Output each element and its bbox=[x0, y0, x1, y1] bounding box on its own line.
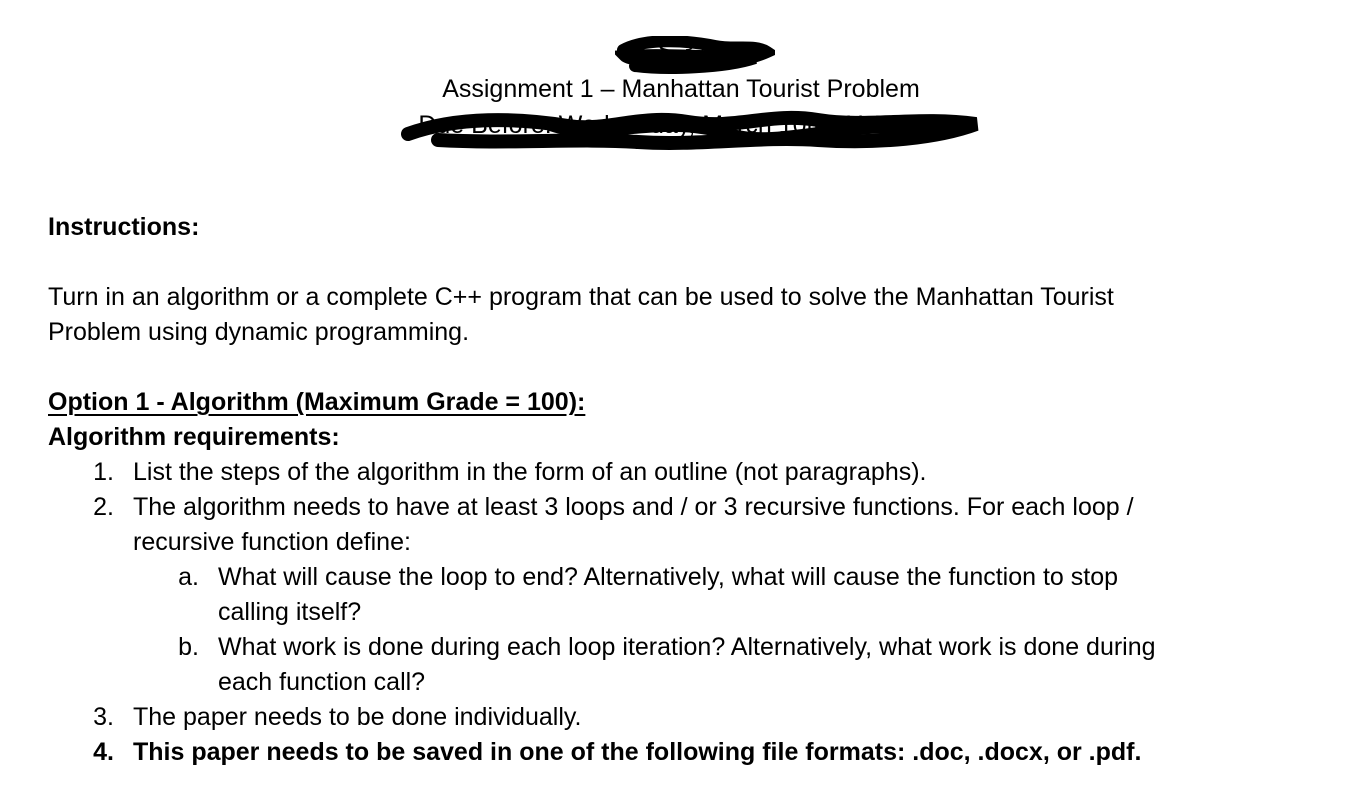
list-item-text: The paper needs to be done individually. bbox=[133, 703, 582, 731]
sub-item-letter: a. bbox=[178, 563, 199, 591]
algorithm-requirements-heading: Algorithm requirements: bbox=[48, 423, 340, 451]
list-item-text-continued: recursive function define: bbox=[133, 528, 411, 556]
sub-item-text-continued: calling itself? bbox=[218, 598, 362, 626]
sub-item-letter: b. bbox=[178, 633, 199, 661]
instructions-body-line-2: Problem using dynamic programming. bbox=[48, 318, 470, 346]
assignment-title: Assignment 1 – Manhattan Tourist Problem bbox=[442, 75, 920, 103]
redaction-scribble-due-date bbox=[398, 104, 988, 156]
sub-item-text: What will cause the loop to end? Alternatively, what will cause the function to stop bbox=[218, 563, 1119, 591]
redaction-scribble-course bbox=[615, 36, 775, 78]
list-item-text: The algorithm needs to have at least 3 loops and / or 3 recursive functions. For each loop / bbox=[133, 493, 1134, 521]
sub-item-text-continued: each function call? bbox=[218, 668, 426, 696]
list-item-number: 1. bbox=[93, 458, 114, 486]
option-1-heading: Option 1 - Algorithm (Maximum Grade = 100): bbox=[48, 388, 586, 416]
instructions-body-line-1: Turn in an algorithm or a complete C++ program that can be used to solve the Manhattan Tourist bbox=[48, 283, 1114, 311]
list-item-text: This paper needs to be saved in one of the following file formats: .doc, .docx, or .pdf. bbox=[133, 738, 1142, 766]
instructions-heading: Instructions: bbox=[48, 213, 200, 241]
list-item-number: 3. bbox=[93, 703, 114, 731]
list-item-number: 2. bbox=[93, 493, 114, 521]
due-date-line: Due Before: Wednesday, March 10th, 11:59pm. bbox=[418, 111, 944, 139]
list-item-number: 4. bbox=[93, 738, 114, 766]
sub-item-text: What work is done during each loop iteration? Alternatively, what work is done during bbox=[218, 633, 1156, 661]
list-item-text: List the steps of the algorithm in the form of an outline (not paragraphs). bbox=[133, 458, 927, 486]
course-code: CS 374 bbox=[639, 37, 723, 65]
